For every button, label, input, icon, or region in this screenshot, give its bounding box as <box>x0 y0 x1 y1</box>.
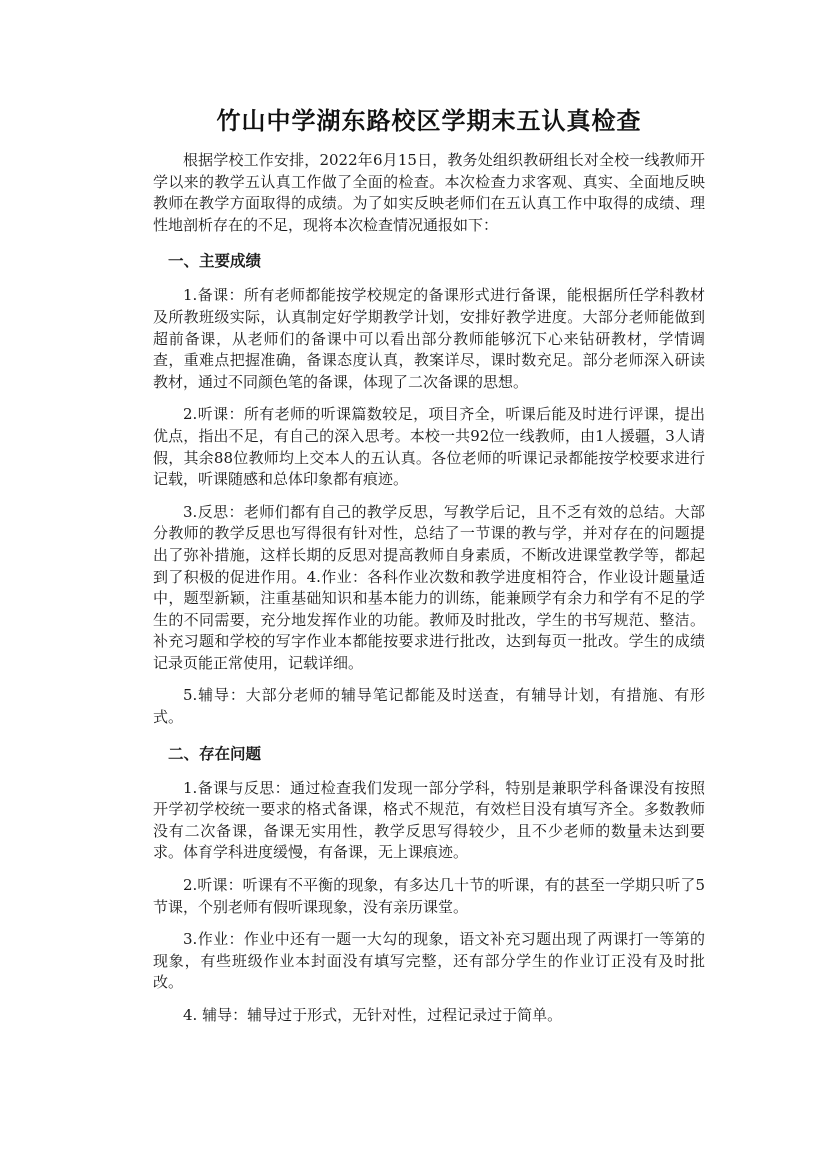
achievement-observation-paragraph: 2.听课：所有老师的听课篇数较足，项目齐全，听课后能及时进行评课，提出优点，指出不足，有自己的深入思考。本校一共92位一线教师，由1人援疆，3人请假，其余88位教师均上交本人的五认真。各位老师的听课记录都能按学校要求进行记载，听课随感和总体印象都有痕迹。 <box>153 405 705 489</box>
problem-lesson-prep-paragraph: 1.备课与反思：通过检查我们发现一部分学科，特别是兼职学科备课没有按照开学初学校统一要求的格式备课，格式不规范，有效栏目没有填写齐全。多数教师没有二次备课，备课无实用性，教学反思写得较少，且不少老师的数量未达到要求。体育学科进度缓慢，有备课，无上课痕迹。 <box>153 778 705 862</box>
achievement-lesson-prep-paragraph: 1.备课：所有老师都能按学校规定的备课形式进行备课，能根据所任学科教材及所教班级实际，认真制定好学期教学计划，安排好教学进度。大部分老师能做到超前备课，从老师们的备课中可以看出部分教师能够沉下心来钻研教材，学情调查，重难点把握准确，备课态度认真，教案详尽，课时数充足。部分老师深入研读教材，通过不同颜色笔的备课，体现了二次备课的思想。 <box>153 286 705 391</box>
problem-homework-paragraph: 3.作业：作业中还有一题一大勾的现象，语文补充习题出现了两课打一等第的现象，有些班级作业本封面没有填写完整，还有部分学生的作业订正没有及时批改。 <box>153 930 705 992</box>
problem-tutoring-paragraph: 4. 辅导：辅导过于形式，无针对性，过程记录过于简单。 <box>183 1006 563 1024</box>
intro-paragraph: 根据学校工作安排，2022年6月15日，教务处组织教研组长对全校一线教师开学以来的教学五认真工作做了全面的检查。本次检查力求客观、真实、全面地反映教师在教学方面取得的成绩。为了如实反映老师们在五认真工作中取得的成绩、理性地剖析存在的不足，现将本次检查情况通报如下： <box>153 151 705 234</box>
section-heading-achievements: 一、主要成绩 <box>168 251 262 271</box>
section-heading-problems: 二、存在问题 <box>168 743 262 763</box>
achievement-tutoring-paragraph: 5.辅导：大部分老师的辅导笔记都能及时送查，有辅导计划，有措施、有形式。 <box>153 686 705 727</box>
document-body <box>153 104 705 1027</box>
problem-observation-paragraph: 2.听课：听课有不平衡的现象，有多达几十节的听课，有的甚至一学期只听了5节课，个别老师有假听课现象，没有亲历课堂。 <box>153 876 705 916</box>
page-title: 竹山中学湖东路校区学期末五认真检查 <box>216 106 642 135</box>
achievement-reflection-homework-paragraph: 3.反思：老师们都有自己的教学反思，写教学后记，且不乏有效的总结。大部分教师的教学反思也写得很有针对性，总结了一节课的教与学，并对存在的问题提出了弥补措施，这样长期的反思对提高教师自身素质，不断改进课堂教学等，都起到了积极的促进作用。4.作业：各科作业次数和教学进度相符合，作业设计题量适中，题型新颖，注重基础知识和基本能力的训练，能兼顾学有余力和学有不足的学生的不同需要，充分地发挥作业的功能。教师及时批改，学生的书写规范、整洁。补充习题和学校的写字作业本都能按要求进行批改，达到每页一批改。学生的成绩记录页能正常使用，记载详细。 <box>153 502 705 672</box>
